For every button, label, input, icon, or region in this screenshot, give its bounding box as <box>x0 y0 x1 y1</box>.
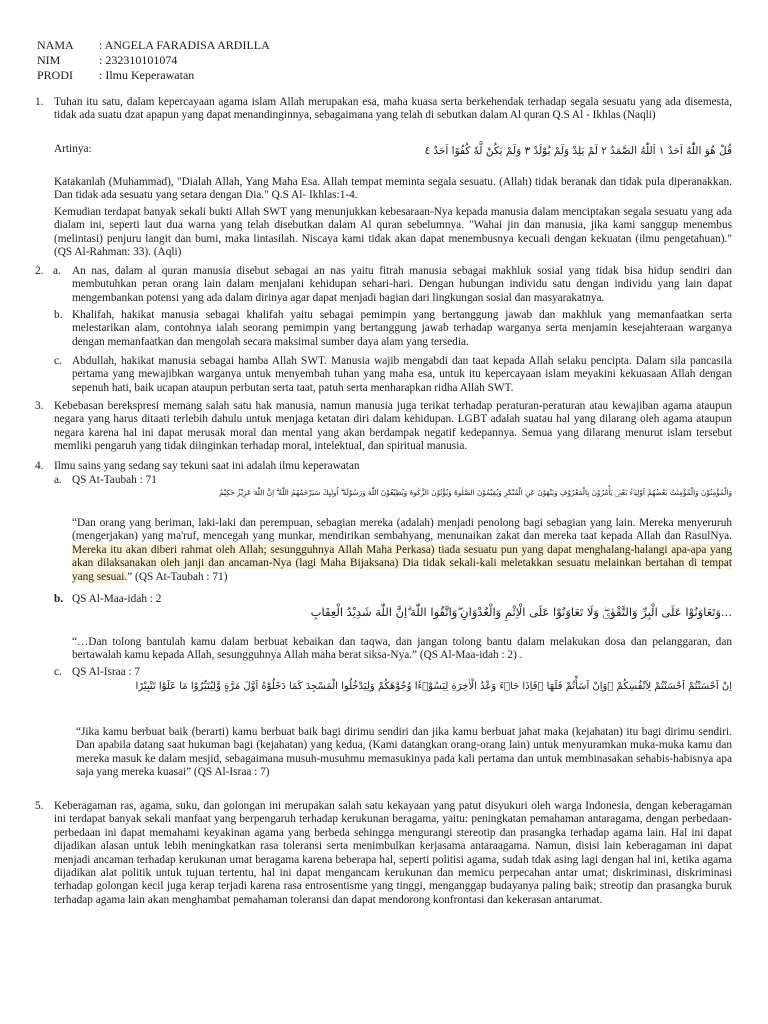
q4a-trans-plain: “Dan orang yang beriman, laki-laki dan perempuan, sebagian mereka (adalah) menjadi penolong bagi sebagian yang lain. Mereka menyeruruh (mengerjakan) yang ma'ruf, mencegah yang munkar, mendirikan sembahyang, menunaikan zakat dan mereka taat kepada Allah dan RasulNya. <box>72 517 732 543</box>
q4-intro: Ilmu sains yang sedang say tekuni saat ini adalah ilmu keperawatan <box>54 460 360 472</box>
q4a-label: a. <box>54 474 62 486</box>
q2a-text: An nas, dalam al quran manusia disebut sebagai an nas yaitu fitrah manusia sebagai makhluk sosial yang tidak bisa hidup sendiri dan membutuhkan peran orang lain dalam menjalani kehidupan sehari-hari. Dengan hubungan individu satu dengan individu yang lain dapat mengembankan potensi yang ada dalam dirinya agar dapat menjadi bagian dari lingkungan sosial dan masyarakatnya. <box>72 265 732 304</box>
q4c-arabic-verse: اِنْ اَحْسَنْتُمْ اَحْسَنْتُمْ لِاَنْفُسِكُمْ ۗوَاِنْ اَسَأْتُمْ فَلَهَا ۗفَاِذَا جَاۤءَ وَعْدُ الْاٰخِرَةِ لِيَسُوْۤءٗا وُجُوْهَكُمْ وَلِيَدْخُلُوا الْمَسْجِدَ كَمَا دَخَلُوْهُ اَوَّلَ مَرَّةٍ وَّلِيُتَبِّرُوْا مَا عَلَوْا تَتْبِيْرًا <box>135 681 732 692</box>
q4b-title: QS Al-Maa-idah : 2 <box>72 593 162 605</box>
q4b-label: b. <box>54 593 64 605</box>
q1-artinya-label: Artinya: <box>54 143 92 155</box>
nama-label: NAMA <box>37 38 74 52</box>
q4a-translation <box>72 517 732 584</box>
q4b-translation: “…Dan tolong bantulah kamu dalam berbuat kebaikan dan taqwa, dan jangan tolong bantu dalam melakukan dosa dan pelanggaran, dan bertawalah kamu kepada Allah, sesungguhnya Allah maha berat siksa-Nya.” (QS Al-Maa-idah : 2) . <box>72 636 732 662</box>
q4c-translation: “Jika kamu berbuat baik (berarti) kamu berbuat baik bagi dirimu sendiri dan jika kamu berbuat jahat maka (kejahatan) itu bagi dirimu sendiri. Dan apabila datang saat hukuman bagi (kejahatan) yang kedua, (Kami datangkan orang-orang lain) untuk menyuramkan muka-muka kamu dan mereka masuk ke dalam mesjid, sebagaimana musuh-musuhmu memasukinya pada kali pertama dan untuk membinasakan sehabis-habisnya apa saja yang mereka kuasai” (QS Al-Israa : 7) <box>76 726 732 779</box>
q2c-label: c. <box>54 355 62 367</box>
prodi-value: : Ilmu Keperawatan <box>99 68 195 82</box>
q1-arabic-verse: قُلْ هُوَ اللّٰهُ اَحَدٌ ١ اَللّٰهُ الصَّمَدُ ٢ لَمْ يَلِدْ وَلَمْ يُوْلَدْ ٣ وَلَمْ يَكُنْ لَّهٗ كُفُوًا اَحَدٌ ٤ <box>424 145 732 157</box>
q4a-trans-end: ” (QS At-Taubah : 71) <box>127 570 228 583</box>
q1-number: 1. <box>35 96 44 108</box>
q3-number: 3. <box>35 400 44 412</box>
q2c-text: Abdullah, hakikat manusia sebagai hamba Allah SWT. Manusia wajib mengabdi dan taat kepada Allah selaku pencipta. Dalam sila pancasila pertama yang mewajibkan warganya untuk menyembah tuhan yang maha esa, untuk itu kepercayaan islam meyakini kekuasaan Allah dengan sepenuh hati, baik ucapan ataupun perbutan serta taat, patuh serta menharapkan ridha Allah SWT. <box>72 355 732 394</box>
q1-translation: Katakanlah (Muhammad), "Dialah Allah, Yang Maha Esa. Allah tempat meminta segala sesuatu. (Allah) tidak beranak dan tidak pula diperanakkan. Dan tidak ada sesuatu yang setara dengan Dia." Q.S Al- Ikhlas:1-4. <box>54 176 732 202</box>
q2b-label: b. <box>54 309 63 321</box>
nim-label: NIM <box>37 53 61 67</box>
q2a-label: a. <box>53 265 61 277</box>
q4c-title: QS Al-Israa : 7 <box>72 666 141 678</box>
nama-value: : ANGELA FARADISA ARDILLA <box>99 38 270 52</box>
student-header <box>37 38 270 83</box>
nim-row <box>37 53 270 68</box>
prodi-row <box>37 68 270 83</box>
q1-text: Tuhan itu satu, dalam kepercayaan agama islam Allah merupakan esa, maha kuasa serta berkehendak terhadap segala sesuatu yang ada disemesta, tidak ada suatu dzat apapun yang dapat menandinginnya, sebagaimana yang telah di sebutkan dalam Al quran Q.S Al - Ikhlas (Naqli) <box>54 96 732 122</box>
q3-text: Kebebasan berekspresi memang salah satu hak manusia, namun manusia juga terikat terhadap peraturan-peraturan atau kewajiban agama ataupun negara yang harus ditaati terlebih dahulu untuk menjaga ketatan diri dalam kehidupan. LGBT adalah suatau hal yang dilarang oleh agama ataupun negara karena hal ini dapat merusak moral dan mental yang akan berdampak negatif kedepannya. Semua yang dilarang menurut islam tersebut memliki pengaruh yang tidak diinginkan terhadap moral, intelektual, dan spiritual manusia. <box>54 400 732 453</box>
q4-number: 4. <box>35 460 44 472</box>
q5-number: 5. <box>35 800 44 812</box>
q5-text: Keberagaman ras, agama, suku, dan golongan ini merupakan salah satu kekayaan yang patut disyukuri oleh warga Indonesia, dengan keberagaman ini terdapat banyak sekali manfaat yang berpengaruh terhadap kerukunan beragama, yaitu: peningkatan pemahaman antaragama, dengan perbedaan-perbedaan ini dapat memahami keyakinan agama yang berbeda sehingga mengurangi stereotip dan prasangka terhadap agama lain. Hal ini dapat dijadikan alasan untuk lebih meningkatkan rasa toleransi serta menimbulkan kerjasama antaraagama. Namun, disisi lain keberagaman ini dapat menjadi ancaman terhadap kerukunan umat beragama karena beberapa hal, seperti politisi agama, sudah tdak asing lagi dengan hal ini, ketika agama dijadikan alat politik untuk tujuan tertentu, hal ini dapat mengancam kerukunan dan memicu perpecahan antar umat; diskriminasi, diskriminasi terhadap golongan kecil juga kerap terjadi karena rasa entrosentisme yang tinggi, menganggap budayanya paling baik; streotip dan prasangka buruk terhadap agama lain akan menghambat pemahaman toleransi dan dapat mendorong konfrontasi dan kekerasan antarumat. <box>54 800 732 906</box>
q4c-label: c. <box>54 666 62 678</box>
q1-aqli-paragraph: Kemudian terdapat banyak sekali bukti Allah SWT yang menunjukkan kebesaraan-Nya kepada manusia dalam menciptakan segala sesuatu yang ada dialam ini, seperti laut dua warna yang telah disebutkan dalam Al quran sebelumnya. "Wahai jin dan manusia, jika kami sanggup menembus (melintasi) penjuru langit dan bumi, maka lintasilah. Niscaya kami tidak akan dapat menembusnya kecuali dengan kekuatan (ilmu pengetahuan)." (QS Al-Rahman: 33). (Aqli) <box>54 206 732 259</box>
q4a-title: QS At-Taubah : 71 <box>72 474 157 486</box>
q2-number: 2. <box>35 265 44 277</box>
nama-row <box>37 38 270 53</box>
q4b-arabic-verse: ...وَتَعَاوَنُوْا عَلَى الْبِرِّ وَالتَّقْوٰىۖ وَلَا تَعَاوَنُوْا عَلَى الْاِثْمِ وَالْعُدْوَانِ ۖوَاتَّقُوا اللّٰهَ ۗاِنَّ اللّٰهَ شَدِيْدُ الْعِقَابِ <box>310 605 732 619</box>
q4a-trans-highlight: Mereka itu akan diberi rahmat oleh Allah; sesungguhnya Allah Maha Perkasa) tiada sesuatu pun yang dapat menghalang-halangi apa-apa yang akan dilaksanakan oleh janji dan ancaman-Nya (lagi Maha Bijaksana) Dia tidak sekali-kali meletakkan sesuatu melainkan bertahan di tempat yang sesuai. <box>72 543 732 583</box>
q2b-text: Khalifah, hakikat manusia sebagai khalifah yaitu sebagai pemimpin yang bertanggung jawab dan makhluk yang memanfaatkan serta melestarikan alam, contohnya ialah seorang pemimpin yang bertanggung jawab terhadap warganya serta menjamin kesejahteraan warganya dengan memanfaatkan dan mengolah secara maksimal sumber daya alam yang tersedia. <box>72 309 732 348</box>
nim-value: : 232310101074 <box>99 53 178 67</box>
q4a-arabic-verse: وَالْمُؤْمِنُوْنَ وَالْمُؤْمِنٰتُ بَعْضُهُمْ اَوْلِيَاۤءُ بَعْضٍۘ يَأْمُرُوْنَ بِالْمَعْرُوْفِ وَيَنْهَوْنَ عَنِ الْمُنْكَرِ وَيُقِيْمُوْنَ الصَّلٰوةَ وَيُؤْتُوْنَ الزَّكٰوةَ وَيُطِيْعُوْنَ اللّٰهَ وَرَسُوْلَهٗ ۗ اُولٰۤىِٕكَ سَيَرْحَمُهُمُ اللّٰهُ ۗ اِنَّ اللّٰهَ عَزِيْزٌ حَكِيْمٌ <box>219 488 732 497</box>
prodi-label: PRODI <box>37 68 74 82</box>
